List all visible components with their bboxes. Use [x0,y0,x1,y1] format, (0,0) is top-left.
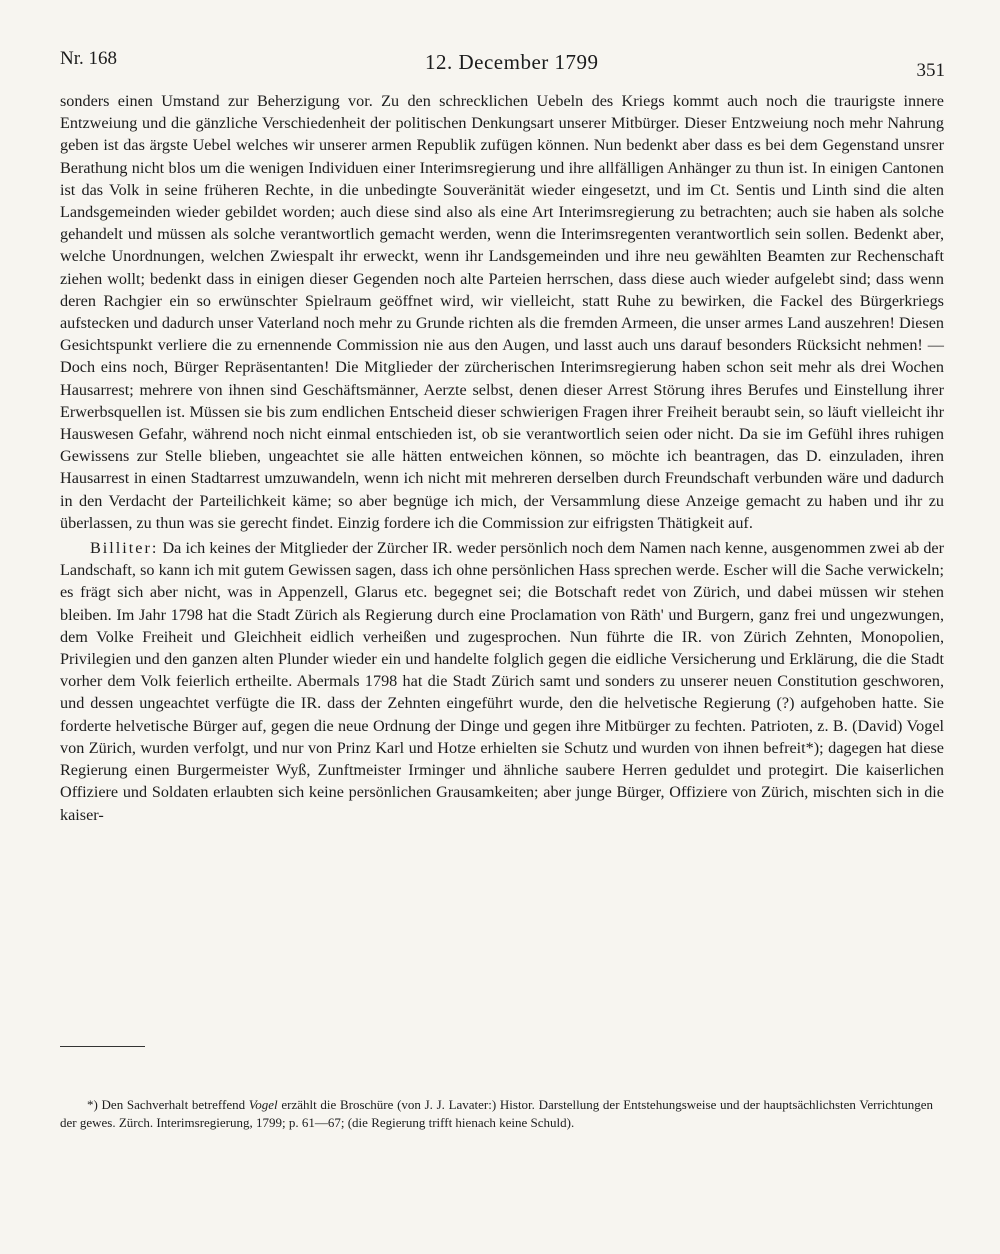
footnote-separator [60,1046,145,1047]
document-number: Nr. 168 [60,48,117,69]
paragraph-2 [60,537,944,826]
footnote-text-after: erzählt die Broschüre (von J. J. Lavater:) Histor. Darstellung der Entstehungsweise und der hauptsächlichsten Verrichtungen der gewes. Zürch. Interimsregierung, 1799; p. 61—67; (die Regierung trifft hienach keine Schuld). [60,1097,934,1130]
header-date: 12. December 1799 [425,50,599,74]
paragraph-2-text: Da ich keines der Mitglieder der Zürcher IR. weder persönlich noch dem Namen nach kenne, ausgenommen zwei ab der Landschaft, so kann ich mit gutem Gewissen sagen, dass ich ohne persönlichen Hass sprechen werde. Escher will die Sache verwickeln; es frägt sich aber nicht, was in Appenzell, Glarus etc. begegnet sei; die Botschaft redet von Zürich, und dabei müssen wir stehen bleiben. Im Jahr 1798 hat die Stadt Zürich als Regierung durch eine Proclamation von Räth' und Burgern, ganz frei und ungezwungen, dem Volke Freiheit und Gleichheit eidlich verheißen und zugesprochen. Nun führte die IR. von Zürich Zehnten, Monopolien, Privilegien und den ganzen alten Plunder wieder ein und handelte folglich gegen die eidliche Versicherung und Erklärung, die die Stadt vorher dem Volk feierlich ertheilte. Abermals 1798 hat die Stadt Zürich samt und sonders zu unserer neuen Constitution geschworen, und dessen ungeachtet verfügte die IR. dass der Zehnten eingeführt wurde, den die helvetische Regierung (?) aufgehoben hatte. Sie forderte helvetische Bürger auf, gegen die neue Ordnung der Dinge und gegen ihre Mitbürger zu fechten. Patrioten, z. B. (David) Vogel von Zürich, wurden verfolgt, und nur von Prinz Karl und Hotze erhielten sie Schutz und wurden von ihnen befreit*); dagegen hat diese Regierung einen Burgermeister Wyß, Zunftmeister Irminger und ähnliche saubere Herren geduldet und protegirt. Die kaiserlichen Offiziere und Soldaten erlaubten sich keine persönlichen Grausamkeiten; aber junge Bürger, Offiziere von Zürich, mischten sich in die kaiser- [60,539,945,824]
page-header [60,44,945,84]
speaker-name: Billiter: [90,539,159,558]
footnote-text-before: Den Sachverhalt betreffend [101,1097,246,1112]
main-text [60,90,944,826]
page-number: 351 [916,60,945,81]
footnote-marker: *) [87,1097,98,1112]
footnote [60,1096,933,1132]
paragraph-1: sonders einen Umstand zur Beherzigung vor. Zu den schrecklichen Uebeln des Kriegs kommt auch noch die traurigste innere Entzweiung und die gänzliche Verschiedenheit der politischen Denkungsart unserer Mitbürger. Dieser Entzweiung noch mehr Nahrung geben ist das ärgste Uebel welches wir unserer armen Republik zufügen können. Nun bedenkt aber dass es bei dem Gegenstand unsrer Berathung nicht blos um die wenigen Individuen einer Interimsregierung und ihre allfälligen Anhänger zu thun ist. In einigen Cantonen ist das Volk in seine früheren Rechte, in die unbedingte Souveränität wieder eingesetzt, und im Ct. Sentis und Linth sind die alten Landsgemeinden wieder gebildet worden; auch diese sind also als eine Art Interimsregierung zu betrachten; auch sie haben als solche gehandelt und müssen als solche verantwortlich gemacht werden, wenn die Interimsregenten verantwortlich sein sollen. Bedenkt aber, welche Unordnungen, welchen Zwiespalt ihr erweckt, wenn ihr Landsgemeinden und ihre neu gewählten Beamten zur Rechenschaft ziehen wollt; bedenkt dass in einigen dieser Gegenden noch alte Parteien herrschen, dass diese auch wieder aufgelebt sind; dass wenn deren Rachgier ein so erwünschter Spielraum geöffnet wird, wir vielleicht, statt Ruhe zu bewirken, die Fackel des Bürgerkriegs aufstecken und dadurch unser Vaterland noch mehr zu Grunde richten als die fremden Armeen, die unser armes Land auszehren! Diesen Gesichtspunkt verliere die zu ernennende Commission nie aus den Augen, und lasst auch uns darauf besonders Rücksicht nehmen! — Doch eins noch, Bürger Repräsentanten! Die Mitglieder der zürcherischen Interimsregierung haben schon seit mehr als drei Wochen Hausarrest; mehrere von ihnen sind Geschäftsmänner, Aerzte selbst, denen dieser Arrest Störung ihres Berufes und Einstellung ihrer Erwerbsquellen ist. Müssen sie bis zum endlichen Entscheid dieser schwierigen Fragen ihrer Freiheit beraubt sein, so läuft vielleicht ihr Hauswesen Gefahr, während noch nicht einmal entschieden ist, ob sie verantwortlich seien oder nicht. Da sie im Gefühl ihres ruhigen Gewissens zur Stelle blieben, ungeachtet sie alle hätten entweichen können, so möchte ich beantragen, das D. einzuladen, ihren Hausarrest in einen Stadtarrest umzuwandeln, wenn ich nicht mit mehreren derselben durch Freundschaft verbunden wäre und dadurch in den Verdacht der Parteilichkeit käme; so aber begnüge ich mich, der Versammlung diese Anzeige gemacht zu haben und ihr zu überlassen, zu thun was sie gerecht findet. Einzig fordere ich die Commission zur eifrigsten Thätigkeit auf. [60,92,944,532]
footnote-name-italic: Vogel [248,1097,278,1112]
